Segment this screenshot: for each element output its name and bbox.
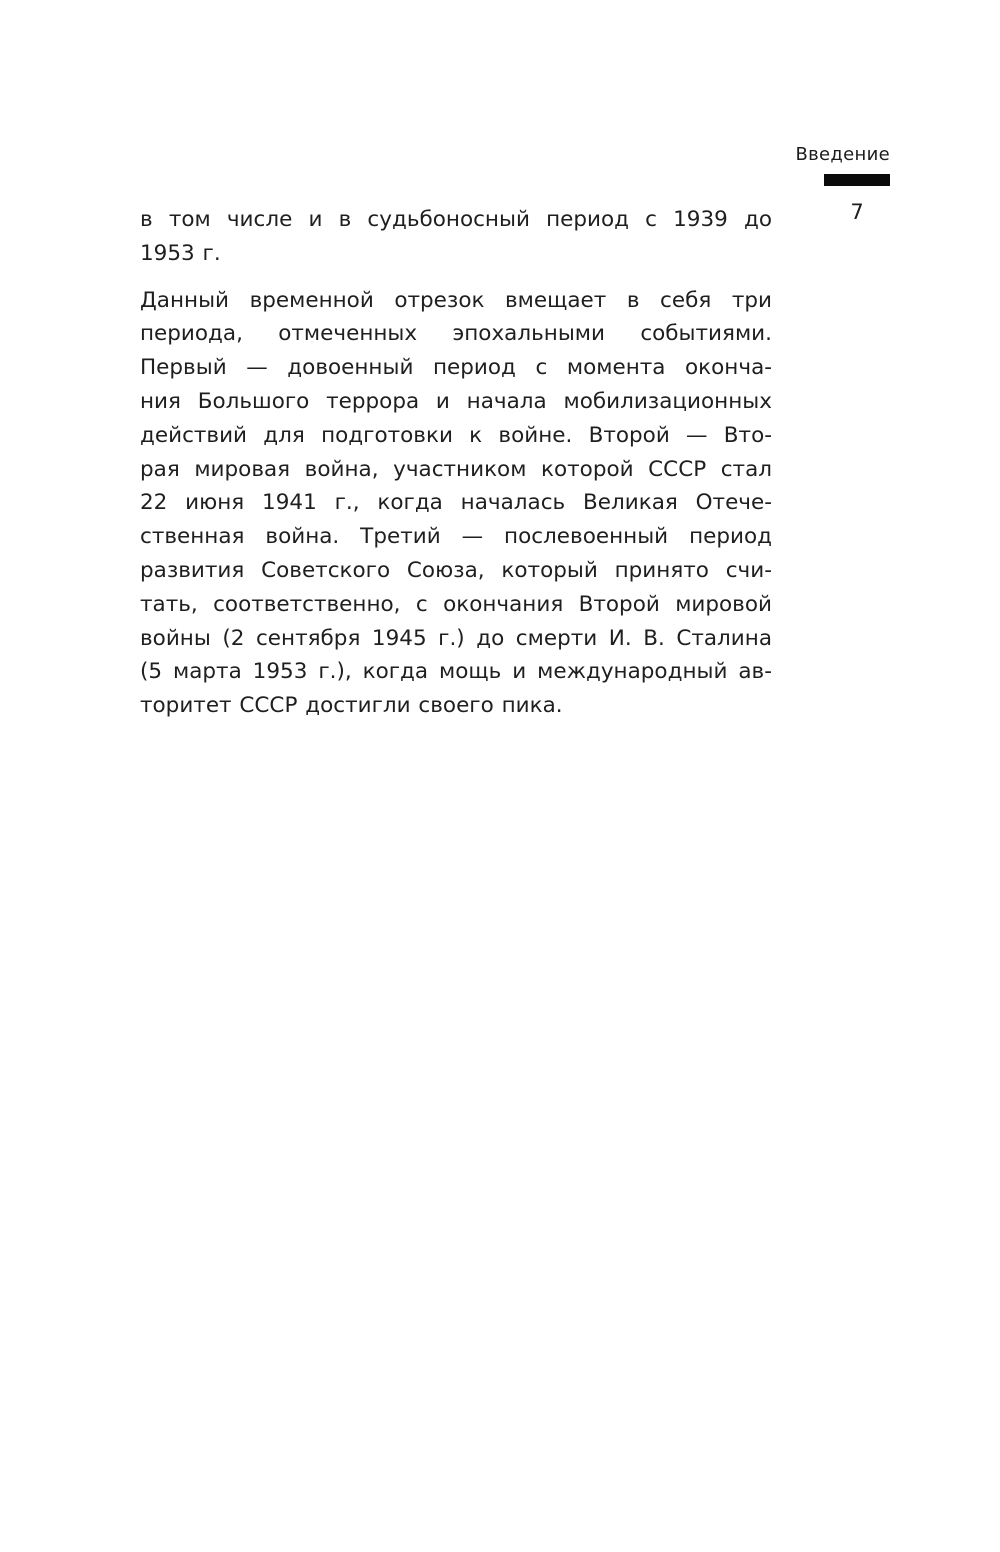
text-line: развития Советского Союза, который принято счи- bbox=[140, 557, 772, 583]
running-head bbox=[796, 144, 891, 224]
text-line: тать, соответственно, с окончания Второй мировой bbox=[140, 591, 772, 617]
page-number: 7 bbox=[850, 200, 864, 224]
text-line: Первый — довоенный период с момента оконча- bbox=[140, 355, 772, 381]
paragraph bbox=[140, 284, 772, 723]
text-line: войны (2 сентября 1945 г.) до смерти И. В. Сталина bbox=[140, 625, 772, 651]
text-line: (5 марта 1953 г.), когда мощь и международный ав- bbox=[140, 659, 772, 685]
header-rule bbox=[824, 174, 890, 186]
text-line: ния Большого террора и начала мобилизационных bbox=[140, 388, 772, 414]
text-line: действий для подготовки к войне. Второй — Вто- bbox=[140, 422, 772, 448]
text-line: ственная война. Третий — послевоенный период bbox=[140, 524, 772, 550]
text-line: Данный временной отрезок вмещает в себя три bbox=[140, 287, 772, 313]
text-line: периода, отмеченных эпохальными событиями. bbox=[140, 321, 772, 347]
text-line: 1953 г. bbox=[140, 240, 221, 266]
text-line: торитет СССР достигли своего пика. bbox=[140, 693, 563, 719]
text-line: рая мировая война, участником которой СССР стал bbox=[140, 456, 772, 482]
text-line: в том числе и в судьбоносный период с 1939 до bbox=[140, 207, 772, 232]
chapter-title: Введение bbox=[795, 144, 890, 165]
body-text bbox=[140, 203, 772, 736]
text-line: 22 июня 1941 г., когда началась Великая Отече- bbox=[140, 490, 772, 516]
paragraph bbox=[140, 203, 772, 271]
